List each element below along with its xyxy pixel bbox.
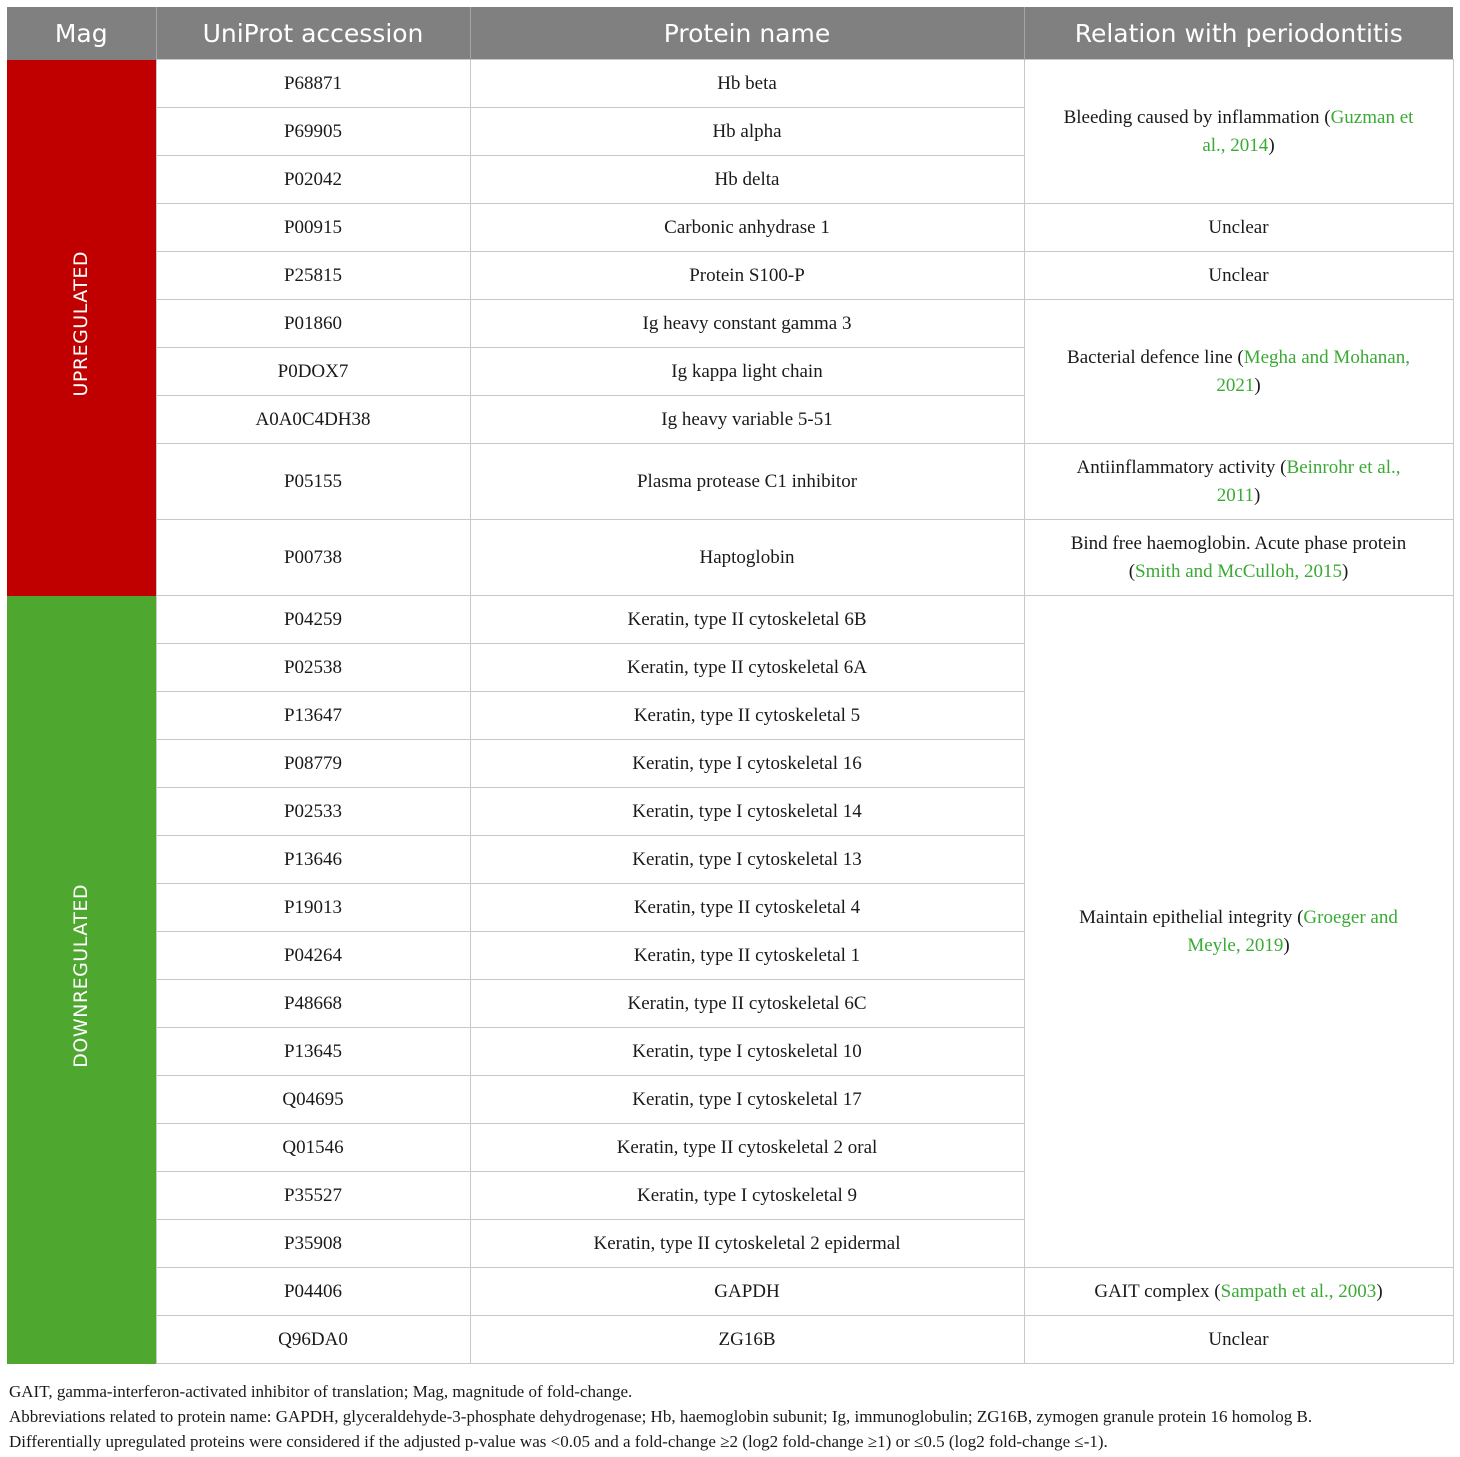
relation-cell: Unclear	[1024, 252, 1453, 300]
group-label-up: UPREGULATED	[70, 250, 93, 397]
relation-cell: Antiinflammatory activity (Beinrohr et al., 2011)	[1024, 444, 1453, 520]
accession-cell: P00738	[156, 520, 470, 596]
accession-cell: P01860	[156, 300, 470, 348]
protein-cell: Keratin, type II cytoskeletal 6C	[470, 980, 1024, 1028]
protein-cell: Keratin, type II cytoskeletal 2 epidermal	[470, 1220, 1024, 1268]
citation-link[interactable]: Groeger and Meyle, 2019	[1187, 906, 1398, 956]
relation-cell: Bacterial defence line (Megha and Mohanan, 2021)	[1024, 300, 1453, 444]
protein-cell: Keratin, type I cytoskeletal 9	[470, 1172, 1024, 1220]
relation-cell: Maintain epithelial integrity (Groeger and Meyle, 2019)	[1024, 596, 1453, 1268]
protein-table	[7, 7, 1454, 1364]
group-downregulated	[7, 596, 156, 1364]
protein-cell: Keratin, type I cytoskeletal 13	[470, 836, 1024, 884]
protein-cell: Ig heavy constant gamma 3	[470, 300, 1024, 348]
accession-cell: P13645	[156, 1028, 470, 1076]
protein-cell: Keratin, type II cytoskeletal 5	[470, 692, 1024, 740]
accession-cell: P69905	[156, 108, 470, 156]
protein-cell: Ig kappa light chain	[470, 348, 1024, 396]
protein-cell: Keratin, type II cytoskeletal 1	[470, 932, 1024, 980]
protein-cell: Keratin, type I cytoskeletal 14	[470, 788, 1024, 836]
relation-cell: Bind free haemoglobin. Acute phase protein (Smith and McCulloh, 2015)	[1024, 520, 1453, 596]
protein-cell: Haptoglobin	[470, 520, 1024, 596]
table-footnotes	[9, 1379, 1455, 1454]
accession-cell: P19013	[156, 884, 470, 932]
footnote: Abbreviations related to protein name: GAPDH, glyceraldehyde-3-phosphate dehydrogenase; Hb, haemoglobin subunit; Ig, immunoglobulin; ZG16B, zymogen granule protein 16 homolog B.	[9, 1407, 1313, 1426]
citation-link[interactable]: Megha and Mohanan, 2021	[1216, 346, 1410, 396]
table-row	[7, 300, 1453, 348]
protein-cell: Hb beta	[470, 60, 1024, 108]
accession-cell: P35908	[156, 1220, 470, 1268]
relation-cell: Unclear	[1024, 204, 1453, 252]
accession-cell: P35527	[156, 1172, 470, 1220]
relation-cell: GAIT complex (Sampath et al., 2003)	[1024, 1268, 1453, 1316]
protein-cell: Keratin, type II cytoskeletal 6A	[470, 644, 1024, 692]
accession-cell: P13647	[156, 692, 470, 740]
protein-cell: GAPDH	[470, 1268, 1024, 1316]
accession-cell: P08779	[156, 740, 470, 788]
accession-cell: P48668	[156, 980, 470, 1028]
header-accession: UniProt accession	[156, 7, 470, 60]
protein-cell: Plasma protease C1 inhibitor	[470, 444, 1024, 520]
footnote: Differentially upregulated proteins were considered if the adjusted p-value was <0.05 and a fold-change ≥2 (log2 fold-change ≥1) or ≤0.5 (log2 fold-change ≤-1).	[9, 1432, 1108, 1451]
table-row	[7, 1316, 1453, 1364]
protein-cell: Protein S100-P	[470, 252, 1024, 300]
table-row	[7, 252, 1453, 300]
protein-cell: Keratin, type I cytoskeletal 16	[470, 740, 1024, 788]
protein-cell: Hb alpha	[470, 108, 1024, 156]
accession-cell: P05155	[156, 444, 470, 520]
accession-cell: P13646	[156, 836, 470, 884]
accession-cell: A0A0C4DH38	[156, 396, 470, 444]
group-upregulated	[7, 60, 156, 596]
header-relation: Relation with periodontitis	[1024, 7, 1453, 60]
table-row	[7, 60, 1453, 108]
accession-cell: P02538	[156, 644, 470, 692]
header-mag: Mag	[7, 7, 156, 60]
table-row	[7, 444, 1453, 520]
citation-link[interactable]: Smith and McCulloh, 2015	[1135, 560, 1342, 582]
accession-cell: P68871	[156, 60, 470, 108]
footnote: GAIT, gamma-interferon-activated inhibitor of translation; Mag, magnitude of fold-change.	[9, 1382, 633, 1401]
table-row	[7, 204, 1453, 252]
table-row	[7, 1268, 1453, 1316]
citation-link[interactable]: Sampath et al., 2003	[1220, 1280, 1377, 1302]
protein-cell: Ig heavy variable 5-51	[470, 396, 1024, 444]
accession-cell: P02533	[156, 788, 470, 836]
protein-cell: Keratin, type I cytoskeletal 10	[470, 1028, 1024, 1076]
protein-cell: Keratin, type II cytoskeletal 6B	[470, 596, 1024, 644]
citation-link[interactable]: Guzman et al., 2014	[1202, 106, 1414, 156]
protein-cell: Hb delta	[470, 156, 1024, 204]
accession-cell: Q04695	[156, 1076, 470, 1124]
accession-cell: P04264	[156, 932, 470, 980]
citation-link[interactable]: Beinrohr et al., 2011	[1216, 456, 1401, 506]
protein-cell: Keratin, type II cytoskeletal 4	[470, 884, 1024, 932]
protein-cell: Carbonic anhydrase 1	[470, 204, 1024, 252]
table-row	[7, 596, 1453, 644]
accession-cell: P0DOX7	[156, 348, 470, 396]
accession-cell: P00915	[156, 204, 470, 252]
relation-cell: Unclear	[1024, 1316, 1453, 1364]
header-row	[7, 7, 1453, 60]
accession-cell: P04406	[156, 1268, 470, 1316]
accession-cell: P25815	[156, 252, 470, 300]
group-label-down: DOWNREGULATED	[70, 883, 93, 1068]
relation-cell: Bleeding caused by inflammation (Guzman et al., 2014)	[1024, 60, 1453, 204]
accession-cell: Q96DA0	[156, 1316, 470, 1364]
header-protein: Protein name	[470, 7, 1024, 60]
accession-cell: P02042	[156, 156, 470, 204]
protein-cell: ZG16B	[470, 1316, 1024, 1364]
accession-cell: P04259	[156, 596, 470, 644]
accession-cell: Q01546	[156, 1124, 470, 1172]
protein-cell: Keratin, type II cytoskeletal 2 oral	[470, 1124, 1024, 1172]
protein-cell: Keratin, type I cytoskeletal 17	[470, 1076, 1024, 1124]
table-row	[7, 520, 1453, 596]
